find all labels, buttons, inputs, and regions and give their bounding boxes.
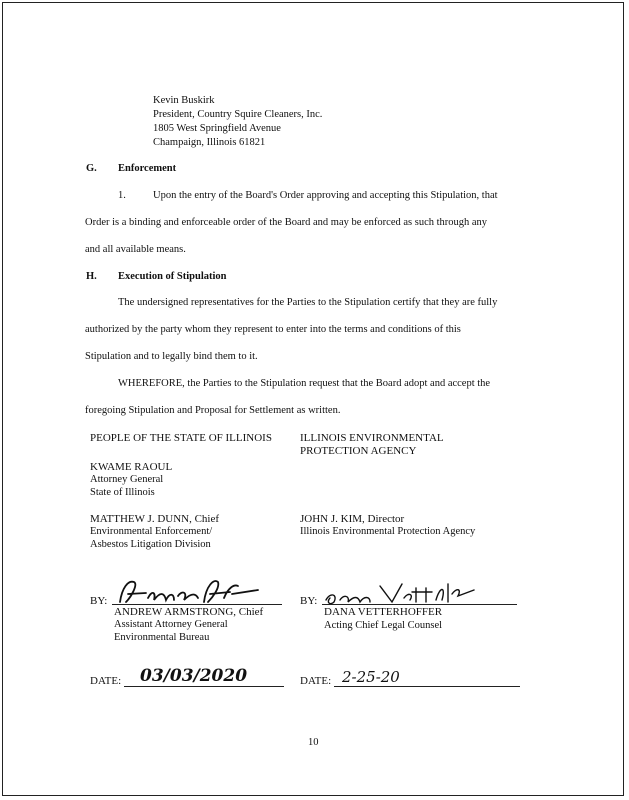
right-signer-name: DANA VETTERHOFFER [324,606,443,618]
section-h-letter: H. [86,271,97,282]
section-h-p1-line2: authorized by the party whom they represent to enter into the terms and conditions of this [85,324,461,335]
address-street: 1805 West Springfield Avenue [153,123,281,134]
page-number: 10 [308,737,319,748]
left-signer-title: Assistant Attorney General [114,619,228,630]
left-signature [112,574,262,608]
section-g-line2: Order is a binding and enforceable order of the Board and may be enforced as such through any [85,217,488,228]
address-name: Kevin Buskirk [153,95,215,106]
section-g-para-number: 1. [118,190,126,201]
ag-name: KWAME RAOUL [90,461,173,473]
section-g-line1: Upon the entry of the Board's Order approving and accepting this Stipulation, that [153,190,498,201]
chief-line3: Asbestos Litigation Division [90,539,211,550]
ag-title: Attorney General [90,474,164,485]
right-by-label: BY: [300,595,318,607]
section-h-p1-line1: The undersigned representatives for the Parties to the Stipulation certify that they are fully [118,297,498,308]
left-party-heading: PEOPLE OF THE STATE OF ILLINOIS [90,432,272,444]
left-date-label: DATE: [90,675,122,687]
section-h-heading: Execution of Stipulation [118,271,227,282]
right-party-heading-line2: PROTECTION AGENCY [300,445,417,457]
section-h-p2-line2: foregoing Stipulation and Proposal for Settlement as written. [85,405,341,416]
left-signer-bureau: Environmental Bureau [114,632,210,643]
left-date-line [124,686,284,687]
right-date-label: DATE: [300,675,332,687]
chief-line2: Environmental Enforcement/ [90,526,213,537]
section-g-letter: G. [86,163,97,174]
right-party-heading-line1: ILLINOIS ENVIRONMENTAL [300,432,444,444]
section-h-p2-line1: WHEREFORE, the Parties to the Stipulation request that the Board adopt and accept the [118,378,491,389]
chief-name: MATTHEW J. DUNN, Chief [90,513,220,525]
section-h-p1-line3: Stipulation and to legally bind them to it. [85,351,258,362]
address-city: Champaign, Illinois 61821 [153,137,266,148]
director-name: JOHN J. KIM, Director [300,513,405,525]
right-date-value: 2-25-20 [342,668,400,686]
right-signer-title: Acting Chief Legal Counsel [324,620,443,631]
left-by-label: BY: [90,595,108,607]
right-date-line [334,686,520,687]
left-signer-name: ANDREW ARMSTRONG, Chief [114,606,264,618]
ag-state: State of Illinois [90,487,155,498]
section-g-line3: and all available means. [85,244,186,255]
director-agency: Illinois Environmental Protection Agency [300,526,476,537]
section-g-heading: Enforcement [118,163,177,174]
left-date-value: 03/03/2020 [140,666,248,686]
address-title: President, Country Squire Cleaners, Inc. [153,109,323,120]
